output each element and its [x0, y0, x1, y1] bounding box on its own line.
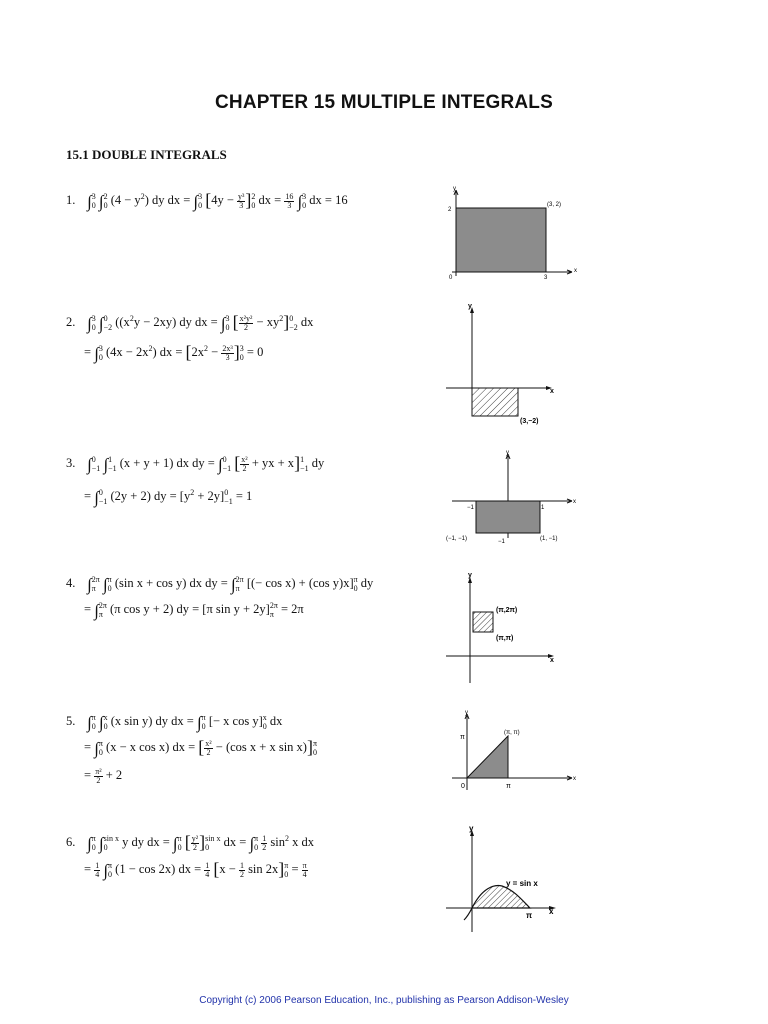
- problem-4-graph: [440, 568, 570, 688]
- origin-label: 0: [449, 275, 453, 280]
- left-tick: −1: [467, 505, 474, 511]
- problem-number: 6.: [66, 835, 76, 849]
- y-tick: π: [460, 734, 465, 741]
- x-axis-label: x: [573, 499, 576, 505]
- x-tick: π: [506, 783, 511, 790]
- problem-2-line-2: = ∫3 0 $(4x - 2x^2)$ dx = [$2x^2$ − $\frac{\text{2x³}}{3}$ ]3 0 = 0: [84, 342, 264, 363]
- y-axis-label: y: [453, 186, 456, 192]
- copyright-footer: Copyright (c) 2006 Pearson Education, Inc., publishing as Pearson Addison-Wesley: [199, 995, 569, 1006]
- y-axis-label: y: [468, 303, 472, 310]
- problem-3-graph: [440, 448, 580, 548]
- problem-1-line-1: 1. ∫3 0 ∫2 0 $(4 - y^2)$ dy dx = ∫3 0 [4y − $\frac{\text{y³}}{3}$ ]2 0 dx = $\frac{16}{3}$ ∫3 0 dx = 16: [66, 190, 348, 211]
- problem-5-graph: [440, 708, 580, 800]
- y-axis-label: y: [465, 710, 468, 716]
- problem-6-line-1: 6. ∫π 0 ∫sin x 0 y dy dx = ∫π 0 [ $\frac{\text{y²}}{2}$ ]sin x 0 dx = ∫π 0 $\frac{1}{2}$ $\sin^2 x$ dx: [66, 832, 315, 853]
- region-rect: [456, 208, 546, 272]
- bottom-corner-label: (π,π): [496, 635, 514, 642]
- chapter-title: CHAPTER 15 MULTIPLE INTEGRALS: [215, 92, 553, 113]
- problem-number: 3.: [66, 456, 76, 470]
- right-tick: 1: [541, 505, 545, 511]
- problem-number: 4.: [66, 576, 76, 590]
- bottom-left-label: (−1, −1): [446, 536, 468, 542]
- x-axis-label: x: [573, 776, 576, 782]
- problem-3-line-2: = ∫0 −1 (2y + 2) dy = $[y^2 + 2y]0$ −1 = 1: [84, 488, 253, 507]
- problem-5-line-3: = $\frac{\text{π²}}{2}$ + 2: [84, 766, 123, 785]
- x-tick: 3: [544, 275, 548, 280]
- problem-number: 1.: [66, 193, 76, 207]
- region-rect: [473, 612, 493, 632]
- y-tick: 2: [448, 207, 452, 213]
- problem-2-line-1: 2. ∫3 0 ∫0 −2 ($(x^2y - 2xy)$ dy dx = ∫3 0 [ $\frac{\text{x²y²}}{2}$ − $xy^2]0$ −2 dx: [66, 312, 314, 333]
- top-corner-label: (π,2π): [496, 607, 518, 614]
- problem-4-line-1: 4. ∫2π π ∫π 0 (sin x + cos y) dx dy = ∫2π π [(− cos x) + (cos y)x]π 0 dy: [66, 575, 374, 594]
- y-axis-label: y: [506, 450, 509, 456]
- x-axis-label: x: [550, 657, 554, 664]
- region-rect: [476, 501, 540, 533]
- x-axis-label: x: [574, 268, 577, 274]
- corner-label: (3,−2): [520, 418, 539, 425]
- y-axis-label: y: [469, 824, 474, 833]
- region-rect: [472, 388, 518, 416]
- curve-tail: [464, 908, 472, 920]
- problem-6-line-2: = $\frac{1}{4}$ ∫π 0 (1 − cos 2x) dx = $\frac{1}{4}$ [x − $\frac{1}{2}$ sin 2x]π 0 = $\frac{\pi}{4}$: [84, 859, 307, 880]
- problem-3-line-1: 3. ∫0 −1 ∫1 −1 (x + y + 1) dx dy = ∫0 −1 [ $\frac{\text{x²}}{2}$ + yx + x]1 −1 dy: [66, 453, 325, 474]
- problem-number: 2.: [66, 315, 76, 329]
- y-axis-label: y: [468, 572, 472, 579]
- bottom-right-label: (1, −1): [540, 536, 558, 542]
- region-triangle: [467, 736, 508, 778]
- corner-label: (3, 2): [547, 202, 562, 208]
- problem-6-graph: [440, 820, 580, 935]
- x-axis-label: x: [550, 388, 554, 395]
- bottom-tick: −1: [498, 539, 505, 545]
- corner-label: (π, π): [504, 730, 520, 736]
- problem-number: 5.: [66, 714, 76, 728]
- problem-1-graph: [440, 180, 580, 280]
- region-under-curve: [472, 886, 530, 908]
- problem-2-graph: [440, 300, 570, 430]
- x-tick: π: [526, 911, 533, 920]
- problem-5-line-1: 5. ∫π 0 ∫x 0 (x sin y) dy dx = ∫π 0 [− x cos y]x 0 dx: [66, 713, 283, 732]
- problem-4-line-2: = ∫2π π (π cos y + 2) dy = [π sin y + 2y]2π π = 2π: [84, 601, 304, 620]
- section-title: 15.1 DOUBLE INTEGRALS: [66, 147, 227, 162]
- curve-label: y = sin x: [506, 879, 538, 888]
- problem-5-line-2: = ∫π 0 (x − x cos x) dx = [ $\frac{\text{x²}}{2}$ − (cos x + x sin x)]π 0: [84, 737, 318, 758]
- x-axis-label: x: [549, 907, 554, 916]
- origin-label: 0: [461, 783, 465, 790]
